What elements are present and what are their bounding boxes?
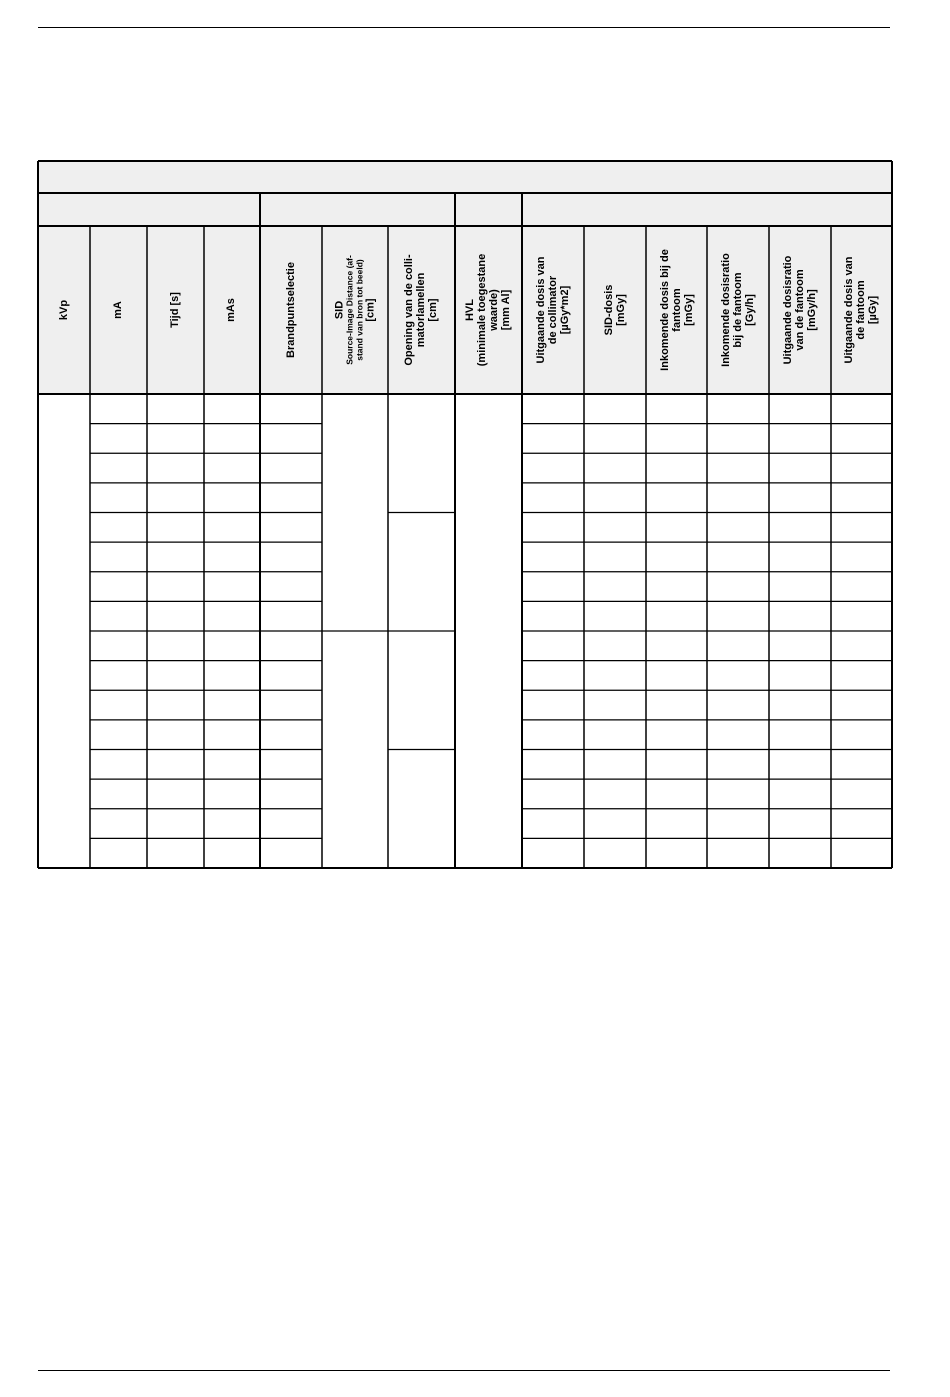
header-uitgaande-dosis-collimator: Uitgaande dosis van de collimator [µGy*m2]: [535, 256, 571, 364]
header-uitgaande-dosis-fantoom: Uitgaande dosis van de fantoom [µGy]: [843, 256, 879, 364]
header-inkomende-dosisratio: Inkomende dosisratio bij de fantoom [Gy/h]: [720, 253, 756, 367]
header-hvl: HVL (minimale toegestane waarde) [mm Al]: [464, 253, 512, 367]
header-tijd: Tijd [s]: [169, 292, 181, 328]
header-inkomende-dosis: Inkomende dosis bij de fantoom [mGy]: [659, 249, 695, 371]
group-row: [38, 193, 892, 226]
header-brandpuntselectie: Brandpuntselectie: [285, 262, 297, 358]
header-kvp: kVp: [58, 299, 70, 321]
header-sid: SID Source-Image Distance (af- stand van bron tot beeld) [cm]: [333, 255, 377, 365]
header-sid-dosis: SID-dosis [mGy]: [603, 284, 627, 336]
header-uitgaande-dosisratio: Uitgaande dosisratio van de fantoom [mGy/h]: [782, 255, 818, 365]
header-ma: mA: [112, 301, 124, 319]
header-opening: Opening van de colli- matorlamellen [cm]: [403, 254, 439, 366]
title-row: [38, 161, 892, 193]
header-mas: mAs: [225, 298, 237, 322]
